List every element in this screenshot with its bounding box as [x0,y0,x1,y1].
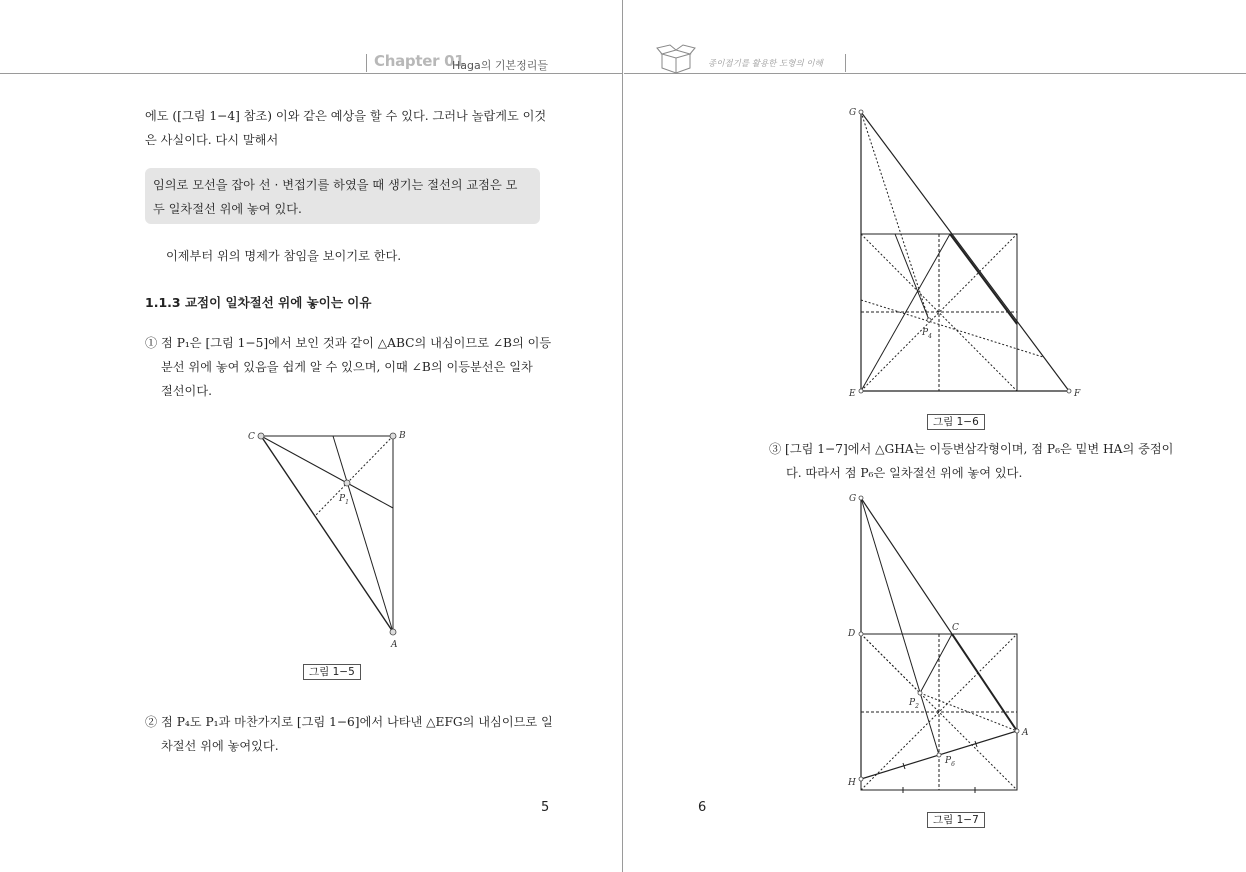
item1-line: ① 점 P₁은 [그림 1−5]에서 보인 것과 같이 △ABC의 내심이므로 ∠B의 이등 [145,336,552,350]
figure-caption: 그림 1−7 [927,812,985,828]
vertex-label-c: C [952,623,959,633]
vertex-label-g: G [849,494,857,504]
chapter-label: Chapter 01 [374,52,465,70]
vertex-label-f: F [1074,389,1081,399]
item2-line: ② 점 P₄도 P₁과 마찬가지로 [그림 1−6]에서 나타낸 △EFG의 내심이므로 일 [145,715,553,729]
point-label-p2: $P_2$ [909,698,919,710]
vertex-label-c: C [248,432,255,442]
chapter-title: Haga의 기본정리들 [452,59,548,72]
section-title: 1.1.3 교점이 일차절선 위에 놓이는 이유 [145,295,372,310]
vertex-label-e: E [849,389,856,399]
paragraph-line: 이제부터 위의 명제가 참임을 보이기로 한다. [166,249,402,263]
vertex-label-a: A [391,640,398,650]
paragraph-line: 에도 ([그림 1−4] 참조) 이와 같은 예상을 할 수 있다. 그러나 놀랍게도 이것 [145,109,547,123]
vertex-label-h: H [848,778,856,788]
item1-line: 분선 위에 놓여 있음을 쉽게 알 수 있으며, 이때 ∠B의 이등분선은 일차 [161,360,533,374]
book-title: 종이접기를 활용한 도형의 이해 [708,59,823,69]
point-label-p4: $P_4$ [922,328,932,340]
vertex-label-a: A [1022,728,1029,738]
vertex-label-g: G [849,108,857,118]
page-number: 5 [541,800,550,815]
vertex-label-d: D [848,629,856,639]
figure-caption: 그림 1−6 [927,414,985,430]
page-number: 6 [698,800,707,815]
item3-line: ③ [그림 1−7]에서 △GHA는 이등변삼각형이며, 점 P₆은 밑변 HA의 중점이 [769,442,1174,456]
paragraph-line: 은 사실이다. 다시 말해서 [145,133,279,147]
highlight-line: 임의로 모선을 잡아 선 · 변접기를 하였을 때 생기는 절선의 교점은 모 [153,178,518,192]
point-label-p6: $P_6$ [945,756,955,768]
figure-caption: 그림 1−5 [303,664,361,680]
vertex-label-b: B [399,431,406,441]
item1-line: 절선이다. [161,384,212,398]
highlight-line: 두 일차절선 위에 놓여 있다. [153,202,302,216]
item3-line: 다. 따라서 점 P₆은 일차절선 위에 놓여 있다. [786,466,1023,480]
point-label-p1: $P_1$ [339,494,349,506]
item2-line: 차절선 위에 놓여있다. [161,739,279,753]
